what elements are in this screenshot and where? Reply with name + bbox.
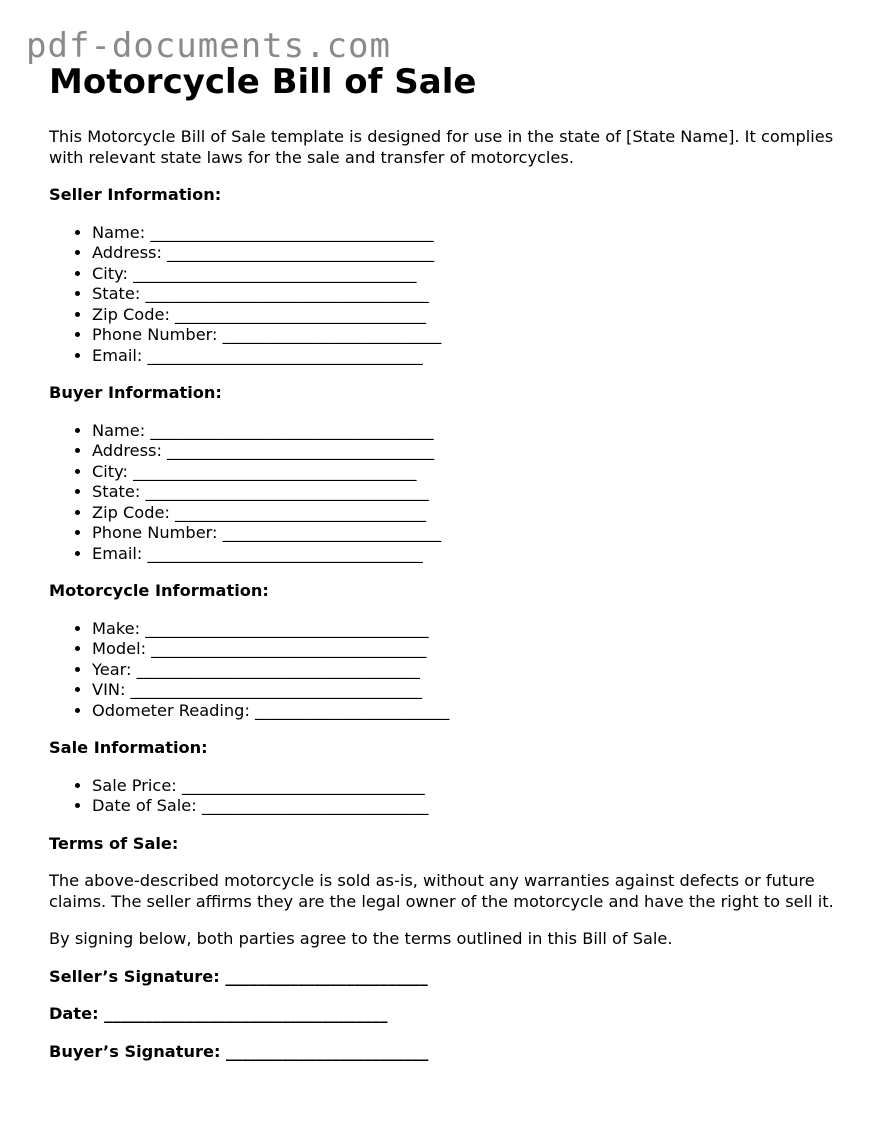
watermark: pdf-documents.com <box>26 26 391 66</box>
buyer-city-field: • City: ___________________________________ <box>92 462 849 483</box>
sale-date-field: • Date of Sale: ____________________________ <box>92 796 849 817</box>
buyer-email-field: • Email: __________________________________ <box>92 544 849 565</box>
buyer-signature-line: Buyer’s Signature: _________________________ <box>49 1041 429 1061</box>
page-title: Motorcycle Bill of Sale <box>49 62 477 102</box>
document-page <box>49 58 849 1062</box>
seller-name-field: • Name: ___________________________________ <box>92 223 849 244</box>
seller-heading: Seller Information: <box>49 185 222 204</box>
buyer-name-field: • Name: ___________________________________ <box>92 421 849 442</box>
sale-price-field: • Sale Price: ______________________________ <box>92 776 849 797</box>
buyer-heading: Buyer Information: <box>49 383 222 402</box>
seller-city-field: • City: ___________________________________ <box>92 264 849 285</box>
buyer-zip-field: • Zip Code: _______________________________ <box>92 503 849 524</box>
motorcycle-heading: Motorcycle Information: <box>49 581 269 600</box>
buyer-address-field: • Address: _________________________________ <box>92 441 849 462</box>
seller-signature-line: Seller’s Signature: _________________________ <box>49 966 428 986</box>
seller-email-field: • Email: __________________________________ <box>92 346 849 367</box>
terms-heading: Terms of Sale: <box>49 833 179 853</box>
date-signature-line: Date: ___________________________________ <box>49 1004 388 1023</box>
sale-list <box>49 776 849 817</box>
seller-address-field: • Address: _________________________________ <box>92 243 849 264</box>
motorcycle-odometer-field: • Odometer Reading: ________________________ <box>92 701 849 722</box>
sale-heading: Sale Information: <box>49 738 208 757</box>
buyer-state-field: • State: ___________________________________ <box>92 482 849 503</box>
seller-list <box>49 223 849 367</box>
intro-paragraph: This Motorcycle Bill of Sale template is designed for use in the state of [State Name]. It complies with relevant state laws for the sale and transfer of motorcycles. <box>49 127 834 167</box>
terms-paragraph: The above-described motorcycle is sold as-is, without any warranties against defects or future claims. The seller affirms they are the legal owner of the motorcycle and have the right to sell it. <box>49 871 834 911</box>
seller-zip-field: • Zip Code: _______________________________ <box>92 305 849 326</box>
seller-state-field: • State: ___________________________________ <box>92 284 849 305</box>
motorcycle-model-field: • Model: __________________________________ <box>92 639 849 660</box>
motorcycle-list <box>49 619 849 722</box>
buyer-phone-field: • Phone Number: ___________________________ <box>92 523 849 544</box>
motorcycle-vin-field: • VIN: ____________________________________ <box>92 680 849 701</box>
motorcycle-make-field: • Make: ___________________________________ <box>92 619 849 640</box>
motorcycle-year-field: • Year: ___________________________________ <box>92 660 849 681</box>
agreement-paragraph: By signing below, both parties agree to the terms outlined in this Bill of Sale. <box>49 929 673 948</box>
seller-phone-field: • Phone Number: ___________________________ <box>92 325 849 346</box>
buyer-list <box>49 421 849 565</box>
